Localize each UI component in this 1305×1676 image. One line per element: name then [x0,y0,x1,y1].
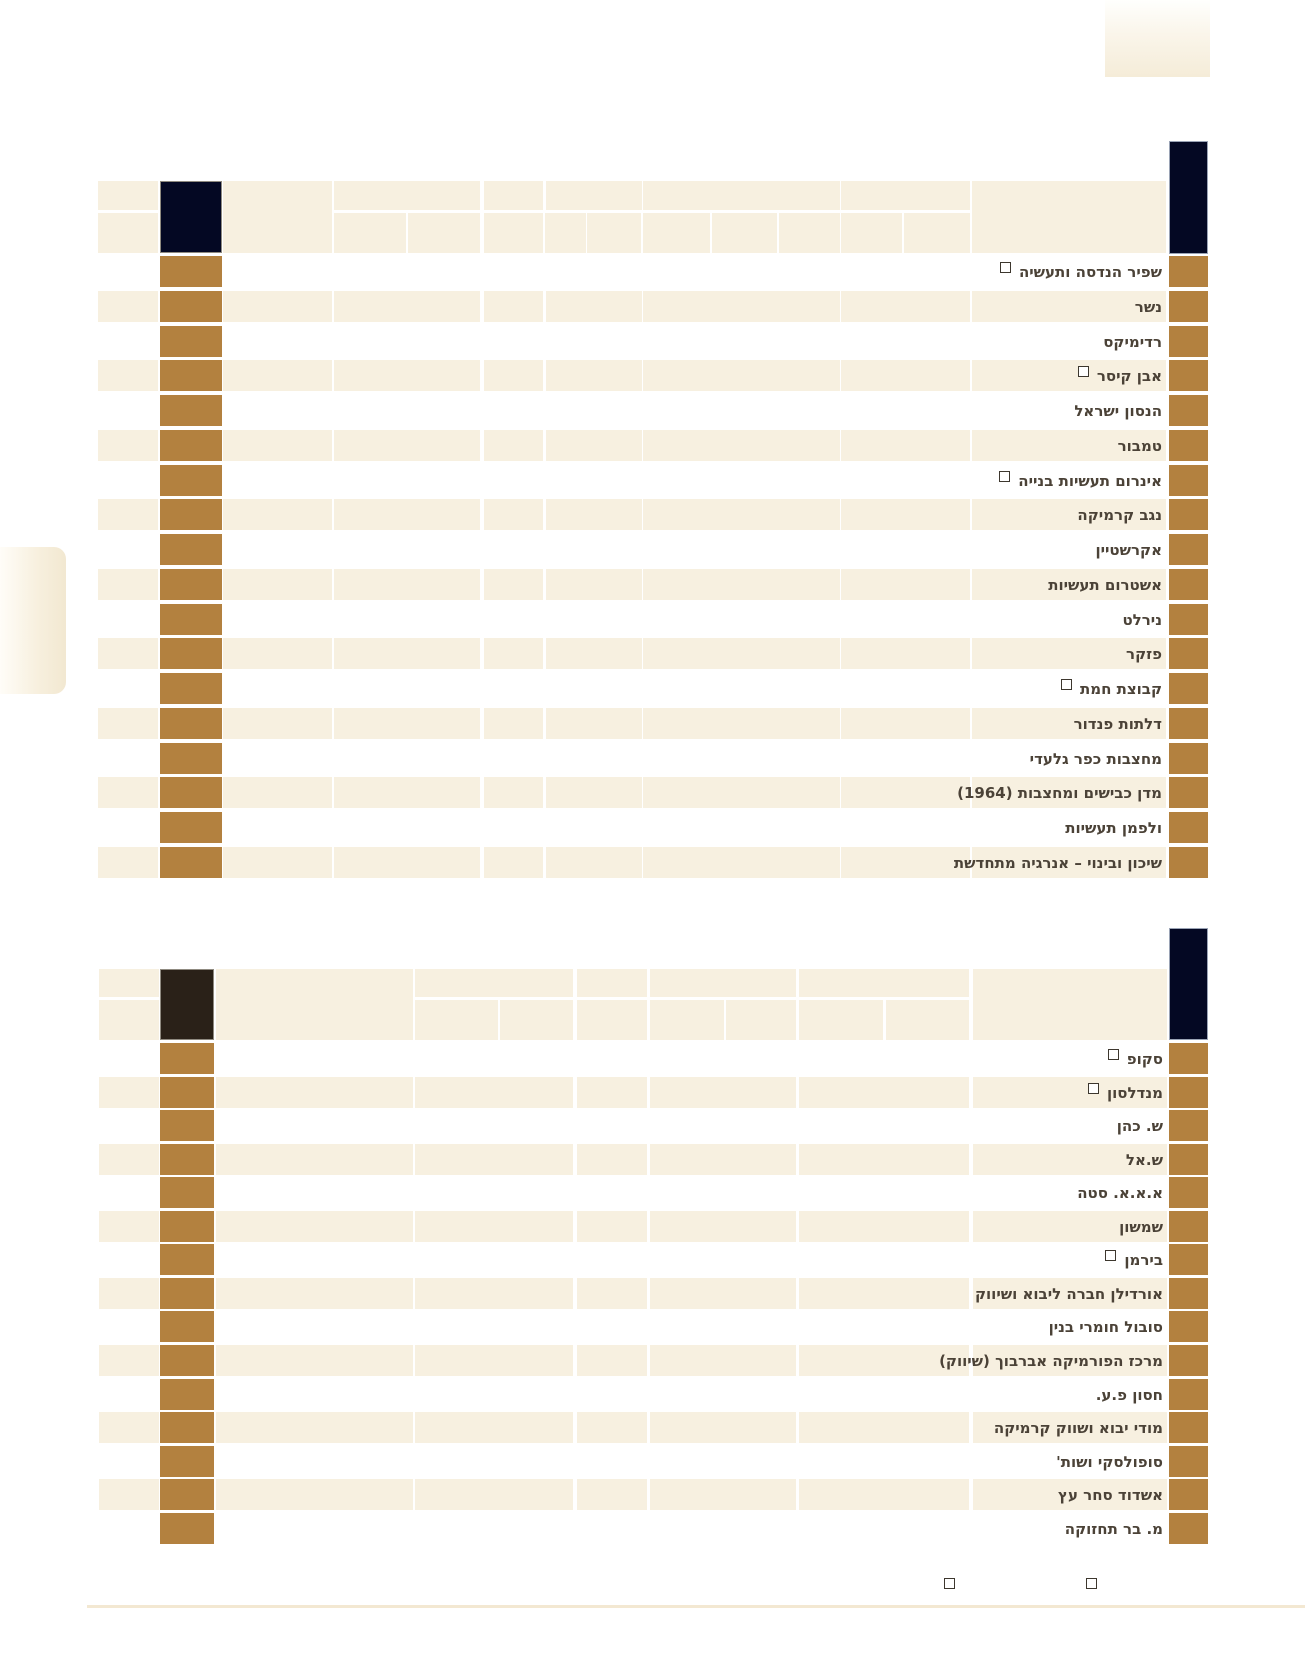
header-cell [98,213,158,253]
row-stripe-cell [546,847,642,878]
row-stripe-cell [415,1144,573,1175]
row-marker-left [160,534,222,565]
row-stripe-cell [98,499,158,530]
row-stripe-cell [643,360,840,391]
row-stripe-cell [643,430,840,461]
row-stripe-cell [223,708,332,739]
row-marker-right [1169,499,1208,530]
row-marker-right [1169,326,1208,357]
row-stripe-cell [216,1479,413,1510]
row-stripe-cell [99,1211,159,1242]
company-name: א.א.א. סטה [1077,1183,1163,1202]
header-cell [500,1000,573,1040]
row-marker-left [160,604,222,635]
row-stripe-cell [415,1345,573,1376]
company-name: מ. בר תחזוקה [1064,1519,1163,1538]
row-stripe-cell [223,360,332,391]
company-name-cell [973,1412,1163,1443]
index-column-header [1169,928,1208,1040]
header-cell-merged [223,181,332,253]
row-stripe-cell [650,1412,796,1443]
row-marker-left [160,1244,214,1275]
row-stripe-cell [799,1412,969,1443]
row-stripe-cell [643,569,840,600]
row-stripe-cell [334,638,480,669]
company-name-cell [972,708,1162,739]
company-name: אשטרום תעשיות [1048,575,1162,594]
header-cell [587,213,641,253]
company-name-cell [973,1110,1163,1141]
company-name: דלתות פנדור [1073,714,1162,733]
row-marker-left [160,1043,214,1074]
company-name-cell [972,534,1162,565]
row-stripe-cell [98,430,158,461]
row-marker-right [1169,1211,1208,1242]
row-marker-left [160,812,222,843]
row-marker-left [160,1446,214,1477]
row-marker-left [160,326,222,357]
company-name-cell [972,326,1162,357]
company-name: רדימיקס [1103,332,1162,351]
row-stripe-cell [841,847,970,878]
company-name-cell [953,847,1162,878]
row-marker-left [160,777,222,808]
row-marker-left [160,1144,214,1175]
row-stripe-cell [223,569,332,600]
row-stripe-cell [546,499,642,530]
row-marker-right [1169,1513,1208,1544]
row-stripe-cell [841,777,970,808]
row-marker-left [160,1412,214,1443]
row-marker-left [160,1211,214,1242]
row-stripe-cell [334,708,480,739]
company-name-cell [939,1345,1163,1376]
row-stripe-cell [223,847,332,878]
row-stripe-cell [650,1345,796,1376]
company-name: טמבור [1117,436,1162,455]
row-marker-right [1169,1446,1208,1477]
header-cell [99,969,159,997]
row-marker-right [1169,1412,1208,1443]
row-marker-left [160,1479,214,1510]
row-stripe-cell [99,1345,159,1376]
header-cell-merged [972,181,1166,253]
row-marker-right [1169,777,1208,808]
row-marker-right [1169,1244,1208,1275]
row-stripe-cell [799,1211,969,1242]
company-name: קבוצת חמת [1079,679,1162,698]
company-name: נגב קרמיקה [1077,505,1162,524]
company-name: ולפמן תעשיות [1065,818,1162,837]
top-right-decoration [1105,0,1210,77]
row-marker-left [160,1379,214,1410]
header-cell [99,1000,159,1040]
header-cell [643,181,840,210]
company-name: אבן קיסר [1096,366,1162,385]
header-cell [841,181,970,210]
row-stripe-cell [216,1278,413,1309]
header-cell [334,213,406,253]
row-stripe-cell [484,360,543,391]
company-name-cell [973,1513,1163,1544]
company-name: סקופ [1126,1049,1163,1068]
company-name-cell [973,1144,1163,1175]
row-stripe-cell [98,291,158,322]
header-cell [415,1000,498,1040]
row-stripe-cell [223,499,332,530]
row-marker-right [1169,673,1208,704]
company-name: מודי יבוא ושווק קרמיקה [993,1418,1163,1437]
row-stripe-cell [643,499,840,530]
row-marker-right [1169,812,1208,843]
row-marker-right [1169,569,1208,600]
header-cell [577,969,647,997]
header-cell [545,213,586,253]
row-stripe-cell [223,777,332,808]
header-cell [484,181,543,210]
row-stripe-cell [650,1211,796,1242]
footnote-square-icon [1105,1250,1116,1261]
header-cell [484,213,543,253]
header-cell [643,213,710,253]
row-stripe-cell [334,777,480,808]
company-name-cell [972,465,1162,496]
header-cell [886,1000,969,1040]
row-stripe-cell [415,1211,573,1242]
row-stripe-cell [484,291,543,322]
row-stripe-cell [577,1077,647,1108]
row-stripe-cell [841,360,970,391]
row-stripe-cell [98,569,158,600]
header-cell [799,969,969,997]
row-stripe-cell [216,1144,413,1175]
row-stripe-cell [223,430,332,461]
row-stripe-cell [577,1345,647,1376]
company-name: מנדלסון [1106,1083,1163,1102]
row-stripe-cell [98,777,158,808]
row-stripe-cell [577,1479,647,1510]
header-cell [726,1000,796,1040]
row-marker-right [1169,1144,1208,1175]
footnote-square-icon [1061,679,1072,690]
header-cell [712,213,777,253]
row-stripe-cell [99,1479,159,1510]
company-name: ש.אל [1125,1150,1163,1169]
company-name-cell [972,256,1162,287]
row-stripe-cell [223,638,332,669]
row-marker-left [160,1345,214,1376]
marker-column-header [160,969,214,1040]
row-stripe-cell [484,638,543,669]
header-cell [650,1000,724,1040]
row-stripe-cell [643,708,840,739]
row-stripe-cell [546,430,642,461]
company-name-cell [957,777,1162,808]
row-stripe-cell [484,847,543,878]
row-marker-left [160,291,222,322]
row-stripe-cell [98,847,158,878]
header-cell [98,181,158,210]
row-marker-left [160,638,222,669]
row-stripe-cell [334,291,480,322]
row-marker-left [160,1110,214,1141]
row-marker-left [160,673,222,704]
company-name: מדן כבישים ומחצבות (1964) [957,783,1162,802]
footnote-legend-square-icon [1086,1578,1097,1589]
company-name-cell [972,604,1162,635]
company-name-cell [973,1446,1163,1477]
row-stripe-cell [799,1144,969,1175]
row-stripe-cell [99,1278,159,1309]
row-marker-left [160,743,222,774]
row-stripe-cell [546,360,642,391]
row-marker-left [160,1278,214,1309]
row-marker-right [1169,1479,1208,1510]
row-stripe-cell [99,1144,159,1175]
footnote-square-icon [999,471,1010,482]
row-marker-left [160,499,222,530]
row-marker-right [1169,1345,1208,1376]
row-marker-left [160,708,222,739]
company-name-cell [972,743,1162,774]
row-marker-right [1169,1043,1208,1074]
footnote-square-icon [1088,1083,1099,1094]
header-cell [408,213,480,253]
row-stripe-cell [98,708,158,739]
row-stripe-cell [841,708,970,739]
marker-column-header [160,181,222,253]
row-stripe-cell [650,1144,796,1175]
row-marker-left [160,569,222,600]
row-stripe-cell [799,1479,969,1510]
company-name-cell [972,673,1162,704]
row-stripe-cell [334,360,480,391]
row-stripe-cell [415,1077,573,1108]
row-marker-right [1169,1077,1208,1108]
row-marker-right [1169,1311,1208,1342]
company-name-cell [972,499,1162,530]
company-name-cell [972,395,1162,426]
row-stripe-cell [223,291,332,322]
header-cell [415,969,573,997]
row-stripe-cell [799,1077,969,1108]
row-marker-left [160,1077,214,1108]
company-name: סובול חומרי בנין [1048,1317,1163,1336]
company-name-cell [973,1177,1163,1208]
row-marker-left [160,360,222,391]
company-name: אקרשטיין [1095,540,1162,559]
row-marker-right [1169,847,1208,878]
row-stripe-cell [841,291,970,322]
row-stripe-cell [415,1479,573,1510]
row-marker-right [1169,465,1208,496]
company-name-cell [972,812,1162,843]
index-column-header [1169,141,1208,254]
row-stripe-cell [650,1278,796,1309]
footnote-legend-square-icon [944,1578,955,1589]
row-marker-right [1169,360,1208,391]
row-stripe-cell [334,430,480,461]
footnote-square-icon [1108,1049,1119,1060]
row-stripe-cell [334,569,480,600]
row-marker-left [160,1177,214,1208]
company-name-cell [972,638,1162,669]
row-marker-right [1169,291,1208,322]
row-marker-right [1169,1177,1208,1208]
company-name: שמשון [1119,1217,1163,1236]
row-stripe-cell [546,638,642,669]
row-marker-left [160,395,222,426]
row-marker-left [160,430,222,461]
company-name-cell [973,1043,1163,1074]
row-stripe-cell [650,1077,796,1108]
header-cell [799,1000,883,1040]
company-name: סופולסקי ושות' [1056,1452,1163,1471]
company-name: אשדוד סחר עץ [1058,1485,1163,1504]
row-stripe-cell [799,1278,969,1309]
row-marker-right [1169,638,1208,669]
footer-divider [87,1605,1305,1608]
row-stripe-cell [484,708,543,739]
company-name: נירלט [1122,610,1162,629]
header-cell [904,213,970,253]
row-marker-right [1169,604,1208,635]
company-name-cell [973,1379,1163,1410]
company-name: שפיר הנדסה ותעשיה [1018,262,1162,281]
row-marker-left [160,465,222,496]
company-name-cell [972,569,1162,600]
row-stripe-cell [546,569,642,600]
company-name: מרכז הפורמיקה אברבוך (שיווק) [939,1351,1163,1370]
row-marker-right [1169,708,1208,739]
company-name: מחצבות כפר גלעדי [1029,749,1162,768]
row-stripe-cell [643,638,840,669]
company-name: פזקר [1126,644,1162,663]
row-stripe-cell [99,1412,159,1443]
row-marker-right [1169,743,1208,774]
row-marker-right [1169,1379,1208,1410]
row-stripe-cell [334,499,480,530]
row-stripe-cell [546,708,642,739]
row-stripe-cell [841,499,970,530]
row-stripe-cell [98,638,158,669]
company-name: אינרום תעשיות בנייה [1018,471,1162,490]
company-name-cell [973,1211,1163,1242]
row-stripe-cell [577,1211,647,1242]
row-marker-right [1169,256,1208,287]
row-stripe-cell [216,1412,413,1443]
company-name: חסון פ.ע. [1095,1385,1163,1404]
header-cell [577,1000,647,1040]
row-stripe-cell [216,1077,413,1108]
company-name: שיכון ובינוי – אנרגיה מתחדשת [953,853,1162,872]
row-stripe-cell [415,1278,573,1309]
row-marker-left [160,1513,214,1544]
company-name: הנסון ישראל [1074,401,1162,420]
row-marker-right [1169,1278,1208,1309]
row-stripe-cell [577,1412,647,1443]
row-stripe-cell [98,360,158,391]
company-name-cell [972,430,1162,461]
row-stripe-cell [841,569,970,600]
row-stripe-cell [484,499,543,530]
row-marker-left [160,847,222,878]
header-cell-merged [216,969,413,1040]
header-cell-merged [973,969,1167,1040]
row-stripe-cell [643,777,840,808]
row-stripe-cell [334,847,480,878]
row-stripe-cell [546,291,642,322]
header-cell [841,213,902,253]
row-stripe-cell [484,777,543,808]
company-name: נשר [1134,297,1162,316]
row-marker-right [1169,395,1208,426]
footnote-square-icon [1078,366,1089,377]
row-stripe-cell [841,430,970,461]
row-marker-right [1169,534,1208,565]
company-name-cell [973,1479,1163,1510]
row-stripe-cell [643,847,840,878]
left-side-tab [0,547,66,694]
company-name-cell [972,360,1162,391]
company-name-cell [972,291,1162,322]
row-stripe-cell [216,1345,413,1376]
company-name-cell [973,1311,1163,1342]
company-name-cell [973,1244,1163,1275]
row-stripe-cell [415,1412,573,1443]
company-name: בירמן [1124,1250,1163,1269]
row-stripe-cell [484,569,543,600]
row-stripe-cell [216,1211,413,1242]
header-cell [779,213,840,253]
company-name: אורדילן חברה ליבוא ושיווק [974,1284,1163,1303]
row-marker-right [1169,1110,1208,1141]
row-marker-left [160,1311,214,1342]
row-stripe-cell [99,1077,159,1108]
row-stripe-cell [650,1479,796,1510]
row-stripe-cell [577,1278,647,1309]
row-marker-right [1169,430,1208,461]
row-marker-left [160,256,222,287]
row-stripe-cell [577,1144,647,1175]
company-name-cell [973,1077,1163,1108]
row-stripe-cell [546,777,642,808]
row-stripe-cell [643,291,840,322]
header-cell [334,181,480,210]
footnote-square-icon [1000,262,1011,273]
company-name-cell [973,1278,1163,1309]
row-stripe-cell [484,430,543,461]
header-cell [546,181,642,210]
header-cell [650,969,796,997]
row-stripe-cell [841,638,970,669]
company-name: ש. כהן [1116,1116,1163,1135]
